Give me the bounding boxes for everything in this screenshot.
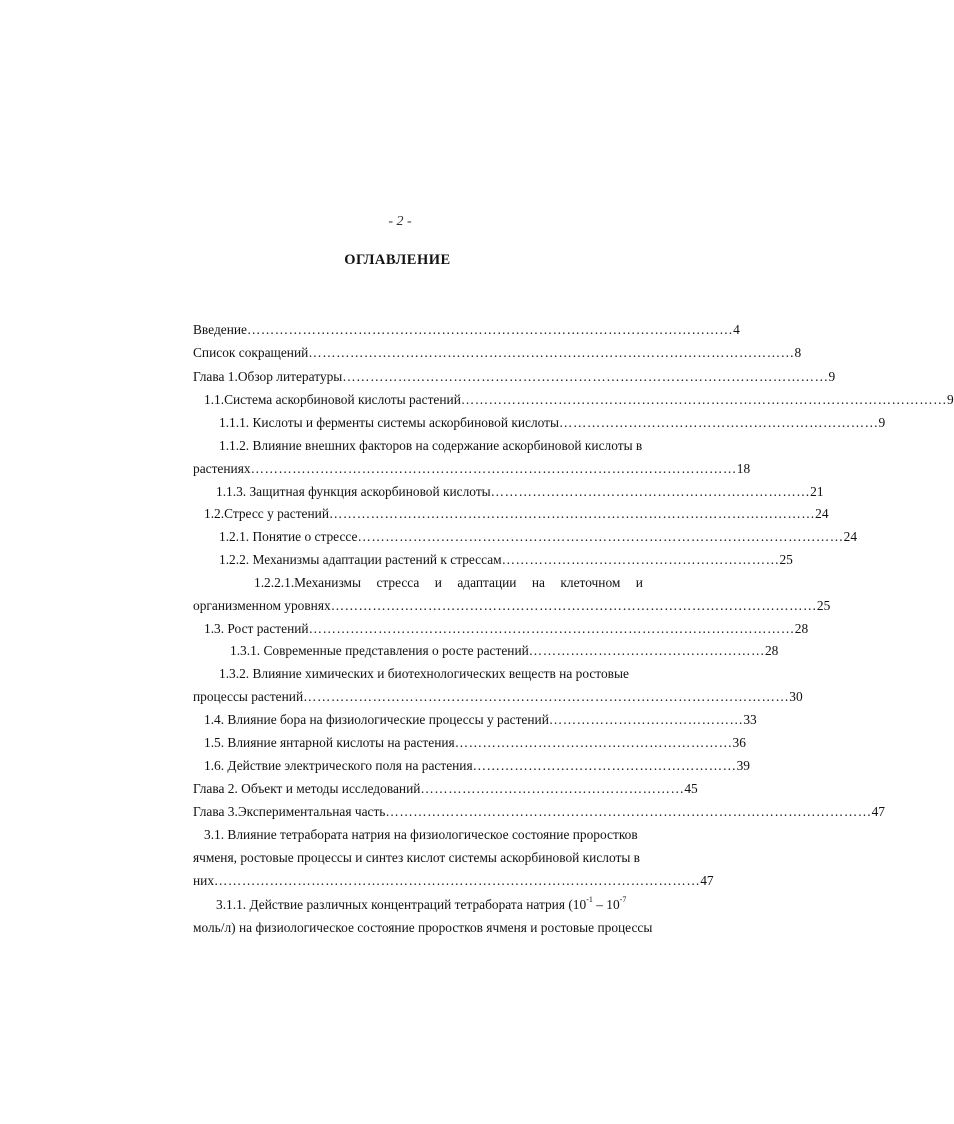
toc-entry-text: растениях [193, 461, 251, 476]
toc-entry-text: 1.2.Стресс у растений [204, 506, 329, 521]
toc-entry-text: Список сокращений [193, 345, 309, 360]
toc-entry-page: 21 [810, 484, 824, 499]
toc-entry-line: 3.1. Влияние тетрабората натрия на физиологическое состояние проростков [204, 827, 638, 842]
toc-entry-page: 25 [779, 552, 793, 567]
toc-entry [204, 757, 750, 775]
toc-leader: …………………………………………………… [454, 735, 733, 750]
toc-entry-page: 9 [947, 392, 954, 407]
toc-entry [193, 344, 802, 362]
toc-word: стресса [376, 575, 420, 590]
toc-leader: …………………………………………………………… [490, 484, 811, 499]
toc-leader: …………………………………………………………………………………………… [385, 804, 872, 819]
toc-entry-page: 39 [736, 758, 750, 773]
toc-leader: …………………………………………………………………………………………… [460, 392, 948, 407]
toc-entry [193, 321, 740, 339]
toc-word: и [635, 575, 643, 590]
toc-entry-page: 9 [878, 415, 886, 430]
toc-leader: …………………………………………… [528, 643, 765, 658]
superscript: -1 [586, 894, 593, 904]
toc-entry-page: 24 [815, 506, 829, 521]
toc-entry-line [216, 896, 643, 914]
toc-entry-text: 1.2.2. Механизмы адаптации растений к стрессам [219, 552, 502, 567]
toc-word: клеточном [560, 575, 621, 590]
toc-entry [193, 803, 885, 821]
toc-leader: ………………………………………………… [472, 758, 737, 773]
toc-entry-text: процессы растений [193, 689, 304, 704]
toc-entry [204, 711, 757, 729]
toc-entry-page: 36 [732, 735, 746, 750]
toc-entry [193, 872, 714, 890]
toc-entry-page: 33 [743, 712, 757, 727]
toc-entry-page: 25 [816, 598, 831, 613]
toc-entry [219, 414, 886, 432]
toc-entry-line: 1.3.2. Влияние химических и биотехнологических веществ на ростовые [219, 666, 629, 681]
toc-leader: …………………………………………………………………………………………… [246, 322, 734, 337]
toc-leader: …………………………………………………………………………………………… [250, 461, 737, 476]
toc-entry-text: – 10 [592, 897, 620, 912]
toc-leader: …………………………………………………… [501, 552, 780, 567]
toc-entry-text: 1.6. Действие электрического поля на растения [204, 758, 473, 773]
toc-entry-text: 1.1.3. Защитная функция аскорбиновой кислоты [216, 484, 491, 499]
toc-entry-text: 1.4. Влияние бора на физиологические процессы у растений [204, 712, 549, 727]
toc-entry [193, 597, 831, 615]
toc-leader: …………………………………… [548, 712, 744, 727]
toc-entry [219, 528, 858, 546]
toc-entry-page: 47 [871, 804, 885, 819]
toc-entry-page: 47 [700, 873, 714, 888]
toc-entry-text: 1.2.1. Понятие о стрессе [219, 529, 358, 544]
toc-entry [216, 483, 824, 501]
toc-entry-page: 30 [789, 689, 803, 704]
toc-entry-text: 3.1.1. Действие различных концентраций тетрабората натрия (10 [216, 897, 587, 912]
toc-leader: …………………………………………………………………………………………… [303, 689, 790, 704]
toc-leader: …………………………………………………………………………………………… [328, 506, 816, 521]
toc-entry-text: 1.5. Влияние янтарной кислоты на растения [204, 735, 455, 750]
toc-entry-text: Глава 2. Объект и методы исследований [193, 781, 421, 796]
toc-entry-page: 9 [828, 369, 836, 384]
toc-entry-text: 1.3.1. Современные представления о росте растений [230, 643, 529, 658]
page-title: ОГЛАВЛЕНИЕ [344, 252, 451, 268]
toc-entry [204, 391, 954, 409]
toc-leader: …………………………………………………………………………………………… [330, 598, 817, 613]
toc-word: на [531, 575, 545, 590]
toc-word: 1.2.2.1.Механизмы [254, 575, 362, 590]
toc-entry [204, 505, 829, 523]
toc-entry-line: моль/л) на физиологическое состояние проростков ячменя и ростовые процессы [193, 920, 653, 935]
toc-entry [193, 368, 836, 386]
toc-entry-page: 28 [764, 643, 779, 658]
toc-entry-text: Глава 3.Экспериментальная часть [193, 804, 386, 819]
toc-leader: …………………………………………………………………………………………… [357, 529, 844, 544]
toc-entry-line [254, 574, 643, 592]
toc-entry-text: Глава 1.Обзор литературы [193, 369, 343, 384]
toc-entry-line: 1.1.2. Влияние внешних факторов на содержание аскорбиновой кислоты в [219, 438, 643, 453]
toc-entry [219, 551, 793, 569]
toc-word: адаптации [457, 575, 517, 590]
toc-entry-page: 8 [794, 345, 802, 360]
toc-entry-page: 4 [733, 322, 740, 337]
page-number: - 2 - [388, 214, 412, 229]
toc-entry-page: 24 [843, 529, 858, 544]
toc-entry-text: Введение [193, 322, 247, 337]
toc-entry-text: них [193, 873, 215, 888]
toc-entry [204, 620, 809, 638]
toc-entry-text: 1.3. Рост растений [204, 621, 309, 636]
toc-leader: …………………………………………………………………………………………… [308, 345, 795, 360]
toc-entry-page: 28 [794, 621, 809, 636]
superscript: -7 [619, 894, 627, 904]
toc-entry [204, 734, 746, 752]
toc-entry [193, 780, 698, 798]
toc-entry-text: 1.1.Система аскорбиновой кислоты растений [204, 392, 461, 407]
toc-leader: …………………………………………………………………………………………… [342, 369, 829, 384]
toc-entry-page: 45 [684, 781, 698, 796]
toc-entry-text: организменном уровнях [193, 598, 331, 613]
toc-entry [193, 688, 803, 706]
toc-leader: …………………………………………………………… [559, 415, 879, 430]
toc-leader: …………………………………………………………………………………………… [308, 621, 795, 636]
toc-entry-page: 18 [736, 461, 751, 476]
toc-leader: ………………………………………………… [420, 781, 685, 796]
toc-leader: …………………………………………………………………………………………… [214, 873, 701, 888]
toc-entry-text: 1.1.1. Кислоты и ферменты системы аскорбиновой кислоты [219, 415, 560, 430]
toc-entry-line: ячменя, ростовые процессы и синтез кислот системы аскорбиновой кислоты в [193, 850, 640, 865]
toc-word: и [434, 575, 442, 590]
toc-entry [230, 642, 779, 660]
toc-entry [193, 460, 751, 478]
